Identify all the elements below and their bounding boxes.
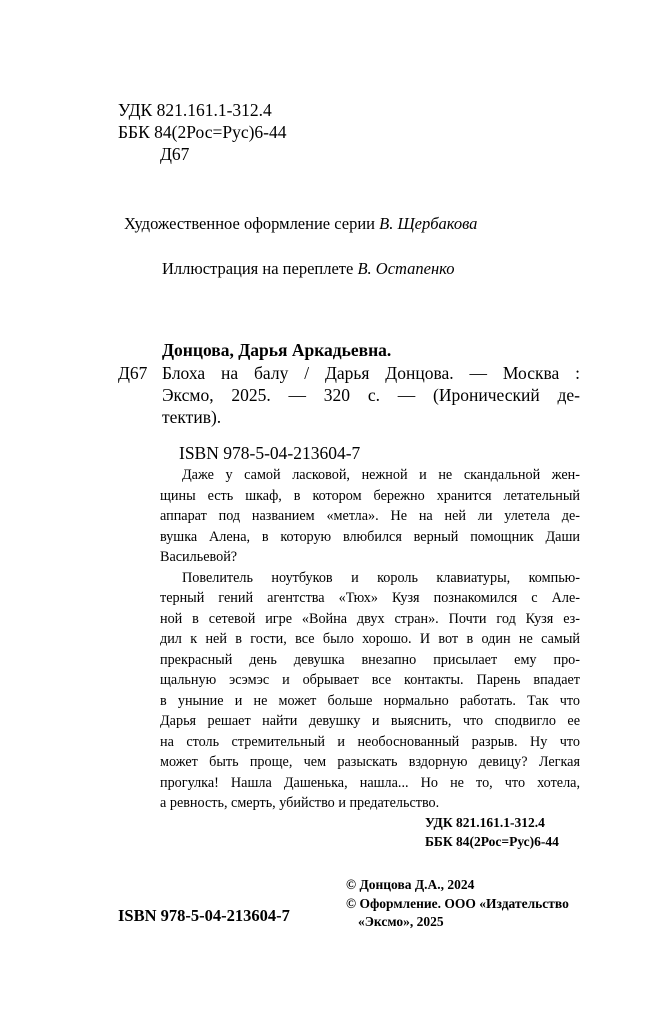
annotation-line: прогулка! Нашла Дашенька, нашла... Но не то, что хотела,	[160, 774, 580, 791]
cover-illustration-credit	[162, 259, 455, 279]
annotation-line: Даже у самой ласковой, нежной и не скандальной жен-	[182, 467, 580, 483]
series-design-credit	[124, 214, 477, 234]
annotation-line: может быть проще, чем разыскать вздорную девицу? Легкая	[160, 754, 580, 770]
series-design-label: Художественное оформление серии	[124, 214, 375, 233]
annotation-line: щальную эсэмэс и обрывает все контакты. Парень впадает	[160, 672, 580, 688]
cover-illustration-name: В. Остапенко	[357, 259, 455, 278]
annotation-line: Дарья решает найти девушку и выяснить, что сподвигло ее	[160, 713, 580, 729]
bib-mark: Д67	[118, 363, 148, 383]
annotation-line: аппарат под названием «метла». Не на ней ли улетела де-	[160, 508, 580, 524]
udk-code: УДК 821.161.1-312.4	[118, 100, 272, 120]
publisher-copyright-line: © Оформление. ООО «Издательство	[346, 896, 569, 911]
footer-udk-code: УДК 821.161.1-312.4	[425, 815, 545, 830]
annotation-line: Повелитель ноутбуков и король клавиатуры, компью-	[182, 569, 580, 586]
bib-description-line: Эксмо, 2025. — 320 с. — (Иронический де-	[162, 385, 580, 405]
isbn-large: ISBN 978-5-04-213604-7	[118, 906, 290, 925]
annotation	[160, 465, 580, 814]
bib-isbn: ISBN 978-5-04-213604-7	[179, 443, 361, 463]
cover-illustration-label: Иллюстрация на переплете	[162, 259, 354, 278]
annotation-line: прекрасный день девушка внезапно присылает ему про-	[160, 651, 580, 668]
annotation-line: терный гений агентства «Тюх» Кузя познакомился с Але-	[160, 590, 580, 606]
annotation-line: на столь стремительный и необоснованный разрыв. Ну что	[160, 733, 580, 750]
bib-description	[162, 362, 580, 428]
bib-description-line: тектив).	[162, 407, 222, 427]
publisher-copyright-line: «Эксмо», 2025	[358, 914, 444, 929]
bib-description-line: Блоха на балу / Дарья Донцова. — Москва :	[162, 363, 580, 383]
series-design-name: В. Щербакова	[379, 214, 478, 233]
annotation-line: а ревность, смерть, убийство и предательство.	[160, 795, 440, 811]
annotation-line: щины есть шкаф, в котором бережно хранится летательный	[160, 487, 580, 504]
annotation-line: в уныние и не может больше нормально работать. Так что	[160, 692, 580, 709]
annotation-line: ной в сетевой игре «Война двух стран». Почти год Кузя ез-	[160, 610, 580, 627]
author-heading: Донцова, Дарья Аркадьевна.	[162, 340, 392, 360]
annotation-line: вушка Алена, в которую влюбился верный помощник Даши	[160, 528, 580, 545]
annotation-line: дил к ней в гости, все было хорошо. И вот в один не самый	[160, 631, 580, 647]
footer-bbk-code: ББК 84(2Рос=Рус)6-44	[425, 834, 559, 849]
annotation-line: Васильевой?	[160, 549, 238, 565]
bbk-code: ББК 84(2Рос=Рус)6-44	[118, 122, 287, 142]
author-mark: Д67	[160, 144, 190, 164]
author-copyright: © Донцова Д.А., 2024	[346, 877, 475, 892]
